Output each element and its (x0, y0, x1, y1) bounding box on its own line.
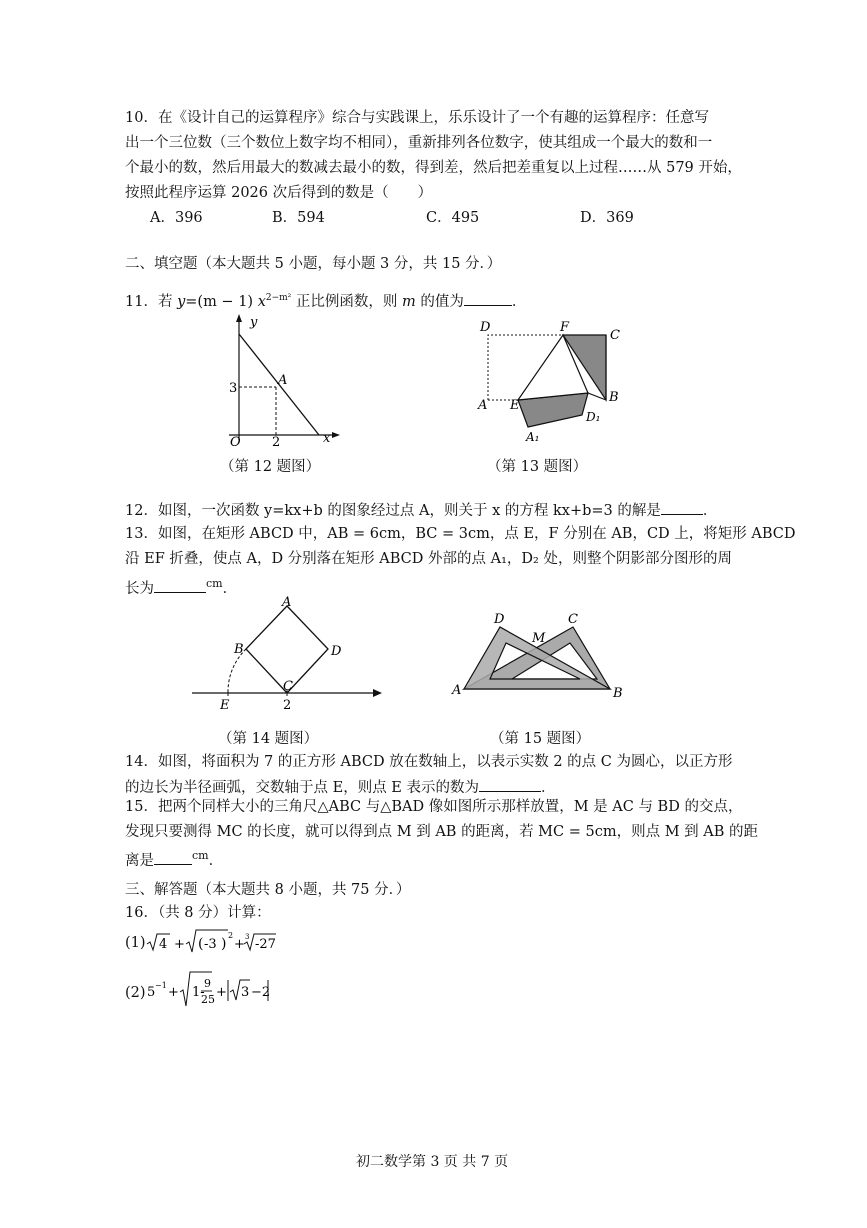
fig14-caption: （第 14 题图） (218, 731, 319, 747)
fig15-m-label: M (532, 631, 546, 646)
q11-end: ． (511, 293, 527, 310)
q13-line3-prefix: 长为 (125, 580, 154, 597)
q16-part2-expression (146, 970, 271, 1010)
q14-line2 (125, 777, 556, 798)
svg-text:9: 9 (204, 977, 211, 990)
fig15-caption: （第 15 题图） (490, 731, 591, 747)
svg-text:+: + (216, 985, 227, 1000)
q13-unit: cm (206, 577, 223, 590)
svg-text:3: 3 (241, 985, 250, 1000)
fig15-d-label: D (494, 612, 505, 627)
svg-text:-3: -3 (204, 937, 217, 952)
q16-part1-label: (1) (125, 935, 146, 951)
q12-line (125, 500, 717, 521)
q15-end: ． (208, 852, 224, 869)
q13-end: ． (222, 580, 238, 597)
fig13-caption: （第 13 题图） (487, 459, 588, 475)
q11-exponent: 2−m² (265, 293, 292, 303)
fig13-d1-label: D₁ (586, 410, 601, 424)
fig13-a1-label: A₁ (526, 430, 540, 444)
svg-text:−1: −1 (155, 981, 167, 990)
figure-13 (470, 315, 630, 450)
section3-heading: 三、解答题（本大题共 8 小题，共 75 分．） (125, 882, 411, 898)
figure-12 (215, 312, 340, 447)
fig12-x-label: x (323, 431, 331, 446)
fig13-c-label: C (610, 328, 620, 343)
fig15-c-label: C (568, 612, 578, 627)
fig13-d-label: D (480, 320, 491, 335)
q13-line2: 沿 EF 折叠，使点 A，D 分别落在矩形 ABCD 外部的点 A₁，D₂ 处，则整个阴影部分图形的周 (125, 551, 732, 567)
q10-option-b: B．594 (272, 210, 325, 226)
svg-text:2: 2 (228, 931, 234, 940)
svg-text:4: 4 (159, 937, 168, 952)
svg-text:1-: 1- (192, 985, 205, 1000)
q15-line1: 15．把两个同样大小的三角尺△ABC 与△BAD 像如图所示那样放置，M 是 AC 与 BD 的交点， (125, 799, 743, 815)
svg-text:5: 5 (147, 985, 156, 1000)
fig12-origin-label: O (230, 435, 241, 447)
q11-eq: =(m − 1) (185, 293, 254, 310)
q11-answer-blank (464, 291, 512, 306)
q16-part2-label: (2) (125, 985, 146, 1001)
q11-m: m (402, 293, 416, 310)
fig14-b-label: B (234, 642, 244, 657)
figure-15 (450, 605, 630, 705)
q10-option-a: A．396 (150, 210, 203, 226)
fig14-tick-2: 2 (283, 698, 292, 713)
q12-text: 12．如图，一次函数 y=kx+b 的图象经过点 A，则关于 x 的方程 kx+b=3 的解是 (125, 503, 661, 519)
q15-line2: 发现只要测得 MC 的长度，就可以得到点 M 到 AB 的距离，若 MC = 5cm，则点 M 到 AB 的距 (125, 824, 758, 840)
fig15-b-label: B (613, 686, 623, 701)
q15-line3-prefix: 离是 (125, 852, 154, 869)
q14-line1: 14．如图，将面积为 7 的正方形 ABCD 放在数轴上，以表示实数 2 的点 C 为圆心，以正方形 (125, 754, 733, 770)
svg-text:25: 25 (201, 993, 215, 1006)
q16-part1 (125, 933, 146, 957)
q16-title: 16．（共 8 分）计算： (125, 905, 271, 921)
q11-line (125, 288, 526, 312)
q11-suffix: 正比例函数，则 (295, 293, 398, 310)
q10-option-d: D．369 (580, 210, 634, 226)
q16-part2 (125, 983, 146, 1007)
svg-text:3: 3 (245, 933, 250, 941)
svg-text:−2: −2 (251, 985, 271, 1000)
q14-end: ． (541, 780, 556, 796)
fig13-f-label: F (560, 320, 570, 335)
q10-line3: 个最小的数，然后用最大的数减去最小的数，得到差，然后把差重复以上过程……从 579 开始， (125, 160, 742, 176)
svg-text:-27: -27 (255, 937, 276, 952)
fig12-tick-3: 3 (229, 381, 238, 396)
figure-14 (190, 592, 390, 717)
q11-prefix: 11．若 (125, 293, 173, 310)
q11-y: y (177, 293, 186, 310)
fig13-b-label: B (609, 390, 619, 405)
q16-part1-expression (146, 928, 276, 958)
fig12-tick-2: 2 (272, 435, 281, 447)
fig14-c-label: C (283, 679, 293, 694)
fig15-a-label: A (452, 683, 462, 698)
q10-line2: 出一个三位数（三个数位上数字均不相同），重新排列各位数字，使其组成一个最大的数和一 (125, 135, 713, 151)
fig12-point-a: A (278, 373, 288, 388)
q11-tail: 的值为 (420, 293, 464, 310)
q15-unit: cm (192, 849, 209, 862)
q10-option-c: C．495 (426, 210, 480, 226)
q15-line3 (125, 846, 223, 871)
q10-line1: 10．在《设计自己的运算程序》综合与实践课上，乐乐设计了一个有趣的运算程序：任意写 (125, 110, 709, 126)
q14-line2-prefix: 的边长为半径画弧，交数轴于点 E，则点 E 表示的数为 (125, 780, 479, 796)
fig14-d-label: D (331, 644, 342, 659)
q13-line1: 13．如图，在矩形 ABCD 中，AB = 6cm，BC = 3cm，点 E，F 分别在 AB，CD 上，将矩形 ABCD (125, 526, 796, 542)
svg-text:): ) (221, 936, 227, 952)
fig12-caption: （第 12 题图） (220, 459, 321, 475)
fig13-e-label: E (510, 398, 520, 413)
section2-heading: 二、填空题（本大题共 5 小题，每小题 3 分，共 15 分．） (125, 256, 502, 272)
svg-text:+: + (234, 937, 245, 952)
fig12-y-label: y (250, 315, 258, 330)
svg-text:(: ( (198, 936, 204, 952)
svg-text:+: + (174, 937, 185, 952)
q12-end: ． (702, 503, 718, 519)
q14-answer-blank (479, 777, 541, 792)
q13-answer-blank (154, 578, 206, 593)
q12-answer-blank (661, 500, 703, 515)
fig14-e-label: E (220, 698, 230, 713)
fig14-a-label: A (282, 595, 292, 610)
fig13-a-label: A (478, 398, 488, 413)
svg-text:+: + (168, 985, 179, 1000)
q15-answer-blank (154, 850, 192, 865)
q11-x: x (257, 293, 266, 310)
q10-line4: 按照此程序运算 2026 次后得到的数是（ ） (125, 185, 433, 201)
page-footer: 初二数学第 3 页 共 7 页 (356, 1154, 509, 1170)
